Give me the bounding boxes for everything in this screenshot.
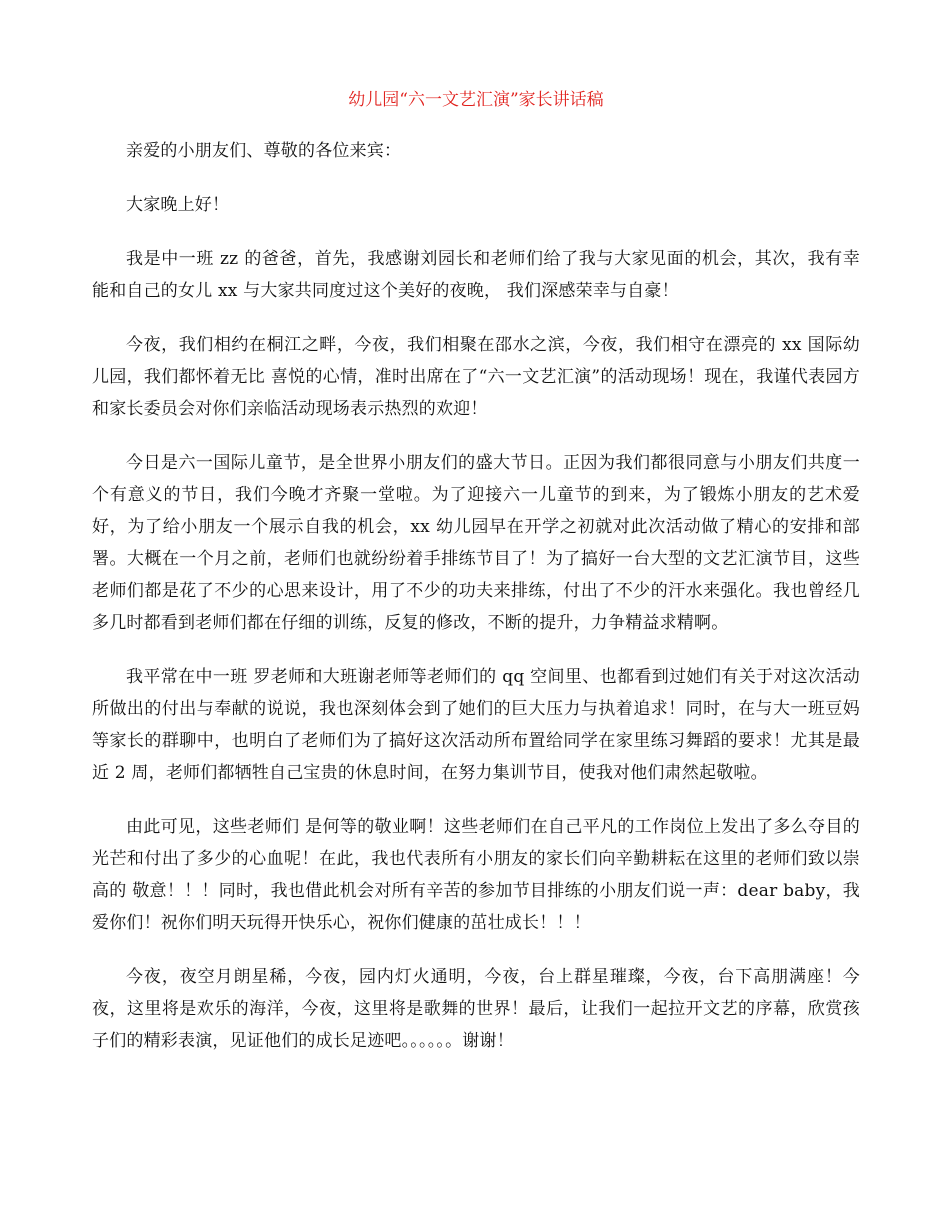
document-title: 幼儿园“六一文艺汇演”家长讲话稿 bbox=[348, 90, 604, 110]
paragraph-teachers-effort: 我平常在中一班 罗老师和大班谢老师等老师们的 qq 空间里、也都看到过她们有关于对这次活动所做出的付出与奉献的说说，我也深刻体会到了她们的巨大压力与执着追求！同时，在与大一班豆妈等家长的群聊中，也明白了老师们为了搞好这次活动所布置给同学在家里练习舞蹈的要求！尤其是最近 2 周，老师们都牺牲自己宝贵的休息时间，在努力集训节目，使我对他们肃然起敬啦。 bbox=[92, 667, 860, 783]
paragraph-good-evening: 大家晚上好！ bbox=[126, 195, 230, 215]
paragraph-greeting: 亲爱的小朋友们、尊敬的各位来宾： bbox=[126, 141, 402, 161]
paragraph-introduction: 我是中一班 zz 的爸爸，首先，我感谢刘园长和老师们给了我与大家见面的机会，其次，我有幸能和自己的女儿 xx 与大家共同度过这个美好的夜晚， 我们深感荣幸与自豪！ bbox=[92, 249, 860, 301]
paragraph-childrens-day: 今日是六一国际儿童节，是全世界小朋友们的盛大节日。正因为我们都很同意与小朋友们共度一个有意义的节日，我们今晚才齐聚一堂啦。为了迎接六一儿童节的到来，为了锻炼小朋友的艺术爱好，为了给小朋友一个展示自我的机会，xx 幼儿园早在开学之初就对此次活动做了精心的安排和部署。大概在一个月之前，老师们也就纷纷着手排练节目了！为了搞好一台大型的文艺汇演节目，这些老师们都是花了不少的心思来设计，用了不少的功夫来排练，付出了不少的汗水来强化。我也曾经几多几时都看到老师们都在仔细的训练，反复的修改，不断的提升，力争精益求精啊。 bbox=[92, 453, 860, 633]
paragraph-gratitude: 由此可见，这些老师们 是何等的敬业啊！这些老师们在自己平凡的工作岗位上发出了多么夺目的光芒和付出了多少的心血呢！在此，我也代表所有小朋友的家长们向辛勤耕耘在这里的老师们致以崇高的 敬意！！！同时，我也借此机会对所有辛苦的参加节目排练的小朋友们说一声：dear baby，我爱你们！祝你们明天玩得开快乐心，祝你们健康的茁壮成长！！！ bbox=[92, 817, 860, 933]
paragraph-closing: 今夜，夜空月朗星稀，今夜，园内灯火通明，今夜，台上群星璀璨，今夜，台下高朋满座！今夜，这里将是欢乐的海洋，今夜，这里将是歌舞的世界！最后，让我们一起拉开文艺的序幕，欣赏孩子们的精彩表演，见证他们的成长足迹吧。。。。。。谢谢！ bbox=[92, 967, 860, 1051]
paragraph-welcome: 今夜，我们相约在桐江之畔，今夜，我们相聚在邵水之滨，今夜，我们相守在漂亮的 xx 国际幼儿园，我们都怀着无比 喜悦的心情，准时出席在了“六一文艺汇演”的活动现场！现在，我谨代表园方和家长委员会对你们亲临活动现场表示热烈的欢迎！ bbox=[92, 335, 860, 419]
